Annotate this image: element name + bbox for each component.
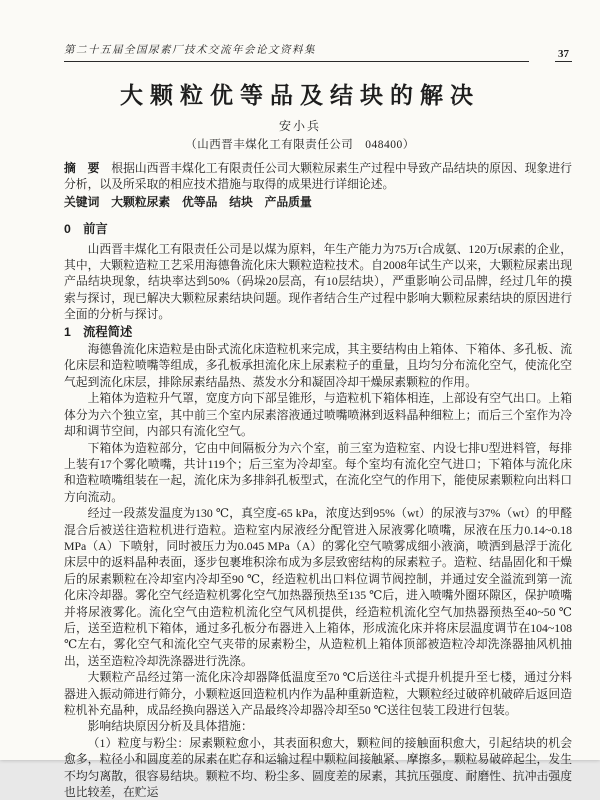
article-body	[64, 160, 572, 800]
paragraph: 下箱体为造粒部分，它由中间隔板分为六个室，前三室为造粒室、内设七排U型进料管，每排上装有17个雾化喷嘴，共计119个；后三室为冷却室。每个室均有流化空气进口；下箱体与流化床和造粒喷嘴组装在一起，流化床为多排斜孔板型式，在流化空气的作用下，能使尿素颗粒向出料口方向流动。	[64, 440, 572, 504]
paragraph: 大颗粒产品经过第一流化床冷却器降低温度至70 ℃后送往斗式提升机提升至七楼，通过分料器进入振动筛进行筛分，小颗粒返回造粒机内作为晶种重新造粒，大颗粒经过破碎机破碎后返回造粒机补充晶种，成品经换向器送入产品最终冷却器冷却至50 ℃送往包装工段进行包装。	[64, 670, 572, 717]
paragraph: 经过一段蒸发温度为130 ℃，真空度-65 kPa，浓度达到95%（wt）的尿液与37%（wt）的甲醛混合后被送往造粒机进行造粒。造粒室内尿液经分配管进入尿液雾化喷嘴，尿液在压力0.14~0.18 MPa（A）下喷射，同时被压力为0.045 MPa（A）的雾化空气喷雾成细小液滴，喷洒到悬浮于流化床层中的返料晶种表面，逐步包裹堆积涂布成为多层致密结构的尿素粒子。造粒、结晶固化和干燥后的尿素颗粒在冷却室内冷却至90 ℃，经造粒机出口料位调节阀控制，并通过安全溢流到第一流化床冷却器。雾化空气经造粒机雾化空气加热器预热至135 ℃后，进入喷嘴外圈环隙区，保护喷嘴并将尿液雾化。流化空气由造粒机流化空气风机提供，经造粒机流化空气加热器预热至40~50 ℃后，送至造粒机下箱体，通过多孔板分布器进入上箱体，形成流化床并将床层温度调节在104~108 ℃左右，雾化空气和流化空气夹带的尿素粉尘，从造粒机上箱体顶部被造粒冷却洗涤器抽风机抽出，送至造粒冷却洗涤器进行洗涤。	[64, 506, 572, 668]
keywords-text: 大颗粒尿素 优等品 结块 产品质量	[111, 194, 312, 209]
section-heading-1: 1 流程简述	[64, 324, 133, 339]
author-name: 安小兵	[278, 119, 321, 133]
article-title: 大颗粒优等品及结块的解决	[120, 83, 480, 108]
page-number: 37	[555, 48, 572, 62]
paragraph: 海德鲁流化床造粒是由卧式流化床造粒机来完成，其主要结构由上箱体、下箱体、多孔板、流化床层和造粒喷嘴等组成，多孔板承担流化床上尿素粒子的重量，且均匀分布流化空气，使流化空气起到流化床层，排除尿素结晶热、蒸发水分和凝固冷却干燥尿素颗粒的作用。	[64, 342, 572, 389]
abstract-label: 摘 要	[64, 161, 100, 175]
abstract	[64, 160, 572, 193]
paragraph: （1）粒度与粉尘：尿素颗粒愈小，其表面积愈大，颗粒间的接触面积愈大，引起结块的机会愈多，粒径小和圆度差的尿素在贮存和运输过程中颗粒间接触紧、摩擦多，颗粒易破碎起尘，发生不均匀离散，很容易结块。颗粒不均、粉尘多、圆度差的尿素，其抗压强度、耐磨性、抗冲击强度也比较差，在贮运	[64, 735, 572, 800]
author-affiliation: （山西晋丰煤化工有限责任公司 048400）	[185, 139, 415, 151]
paragraph: 山西晋丰煤化工有限责任公司是以煤为原料，年生产能力为75万t合成氨、120万t尿素的企业，其中，大颗粒造粒工艺采用海德鲁流化床大颗粒造粒技术。自2008年试生产以来，大颗粒尿素出现产品结块现象，结块率达到50%（码垛20层高，有10层结块），严重影响公司品牌，经过几年的摸索与探讨，现已解决大颗粒尿素结块问题。现作者结合生产过程中影响大颗粒尿素结块的原因进行全面的分析与探讨。	[64, 241, 572, 322]
proceedings-title: 第二十五届全国尿素厂技术交流年会论文资料集	[64, 42, 529, 62]
paragraph: 影响结块原因分析及具体措施：	[87, 719, 253, 734]
paragraph: 上箱体为造粒升气罩，宽度方向下部呈锥形，与造粒机下箱体相连，上部设有空气出口。上箱体分为六个独立室，其中前三个室内尿素溶液通过喷嘴喷淋到返料晶种细粒上；而后三个室作为冷却和调节空间，内部只有流化空气。	[64, 391, 572, 439]
title-block	[0, 82, 600, 152]
keywords	[64, 194, 572, 210]
running-head	[64, 42, 572, 62]
keywords-label: 关键词	[64, 194, 100, 209]
abstract-text: 根据山西晋丰煤化工有限责任公司大颗粒尿素生产过程中导致产品结块的原因、现象进行分析，以及所采取的相应技术措施与取得的成果进行详细论述。	[64, 161, 572, 192]
section-heading-0: 0 前言	[64, 222, 108, 237]
